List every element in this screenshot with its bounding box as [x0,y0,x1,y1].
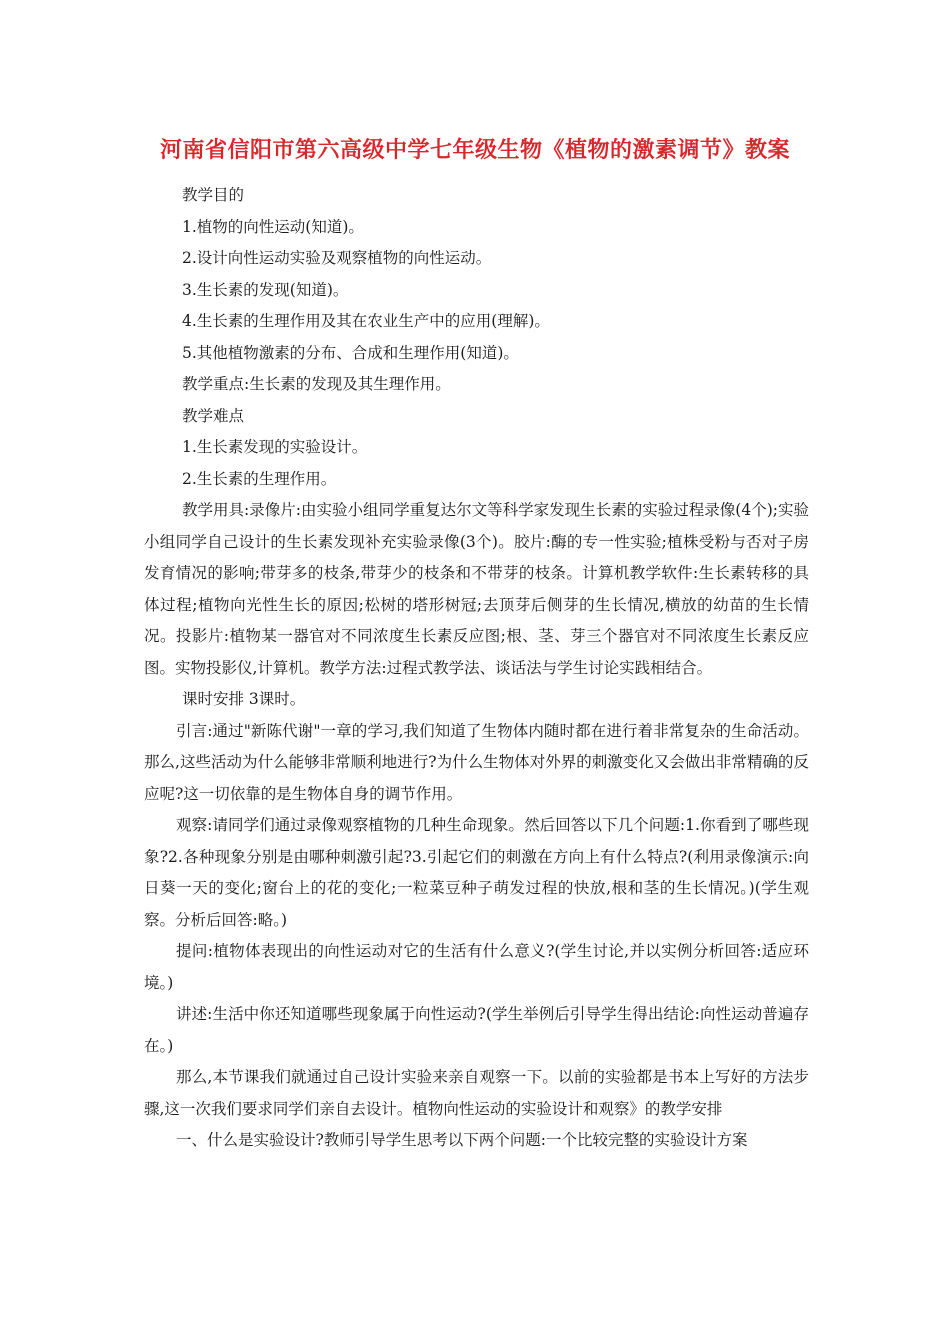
objective-item: 2.设计向性运动实验及观察植物的向性运动。 [182,249,492,267]
difficulty-item: 2.生长素的生理作用。 [182,469,337,488]
key-point: 教学重点:生长素的发现及其生理作用。 [182,375,451,393]
objective-item: 1.植物的向性运动(知道)。 [182,217,364,236]
objective-item: 4.生长素的生理作用及其在农业生产中的应用(理解)。 [182,312,550,330]
document-body [144,180,809,1157]
difficulty-heading: 教学难点 [182,406,245,425]
document-title: 河南省信阳市第六高级中学七年级生物《植物的激素调节》教案 [159,138,790,163]
transition-paragraph: 那么,本节课我们就通过自己设计实验来亲自观察一下。以前的实验都是书本上写好的方法步骤,这一次我们要求同学们亲自去设计。植物向性运动的实验设计和观察》的教学安排 [144,1068,809,1118]
lecture-paragraph: 讲述:生活中你还知道哪些现象属于向性运动?(学生举例后引导学生得出结论:向性运动普遍存在。) [144,1005,809,1055]
difficulty-item: 1.生长素发现的实验设计。 [182,438,368,456]
schedule-line: 课时安排 3课时。 [182,690,306,708]
objective-item: 5.其他植物激素的分布、合成和生理作用(知道)。 [182,343,519,362]
objective-item: 3.生长素的发现(知道)。 [182,280,349,299]
question-paragraph: 提问:植物体表现出的向性运动对它的生活有什么意义?(学生讨论,并以实例分析回答:适应环境。) [144,942,809,992]
observe-paragraph: 观察:请同学们通过录像观察植物的几种生命现象。然后回答以下几个问题:1.你看到了哪些现象?2.各种现象分别是由哪种刺激引起?3.引起它们的刺激在方向上有什么特点?(利用录像演示:向日葵一天的变化;窗台上的花的变化;一粒菜豆种子萌发过程的快放,根和茎的生长情况。)(学生观察。分析后回答:略。) [144,816,809,929]
intro-paragraph: 引言:通过"新陈代谢"一章的学习,我们知道了生物体内随时都在进行着非常复杂的生命活动。那么,这些活动为什么能够非常顺利地进行?为什么生物体对外界的刺激变化又会做出非常精确的反应呢?这一切依靠的是生物体自身的调节作用。 [144,721,809,803]
objectives-heading: 教学目的 [182,186,245,204]
tools-paragraph: 教学用具:录像片:由实验小组同学重复达尔文等科学家发现生长素的实验过程录像(4个);实验小组同学自己设计的生长素发现补充实验录像(3个)。胶片:酶的专一性实验;植株受粉与否对子房发育情况的影响;带芽多的枝条,带芽少的枝条和不带芽的枝条。计算机教学软件:生长素转移的具体过程;植物向光性生长的原因;松树的塔形树冠;去顶芽后侧芽的生长情况,横放的幼苗的生长情况。投影片:植物某一器官对不同浓度生长素反应图;根、茎、芽三个器官对不同浓度生长素反应图。实物投影仪,计算机。教学方法:过程式教学法、谈话法与学生讨论实践相结合。 [144,501,809,677]
section-one-paragraph: 一、什么是实验设计?教师引导学生思考以下两个问题:一个比较完整的实验设计方案 [176,1131,748,1149]
